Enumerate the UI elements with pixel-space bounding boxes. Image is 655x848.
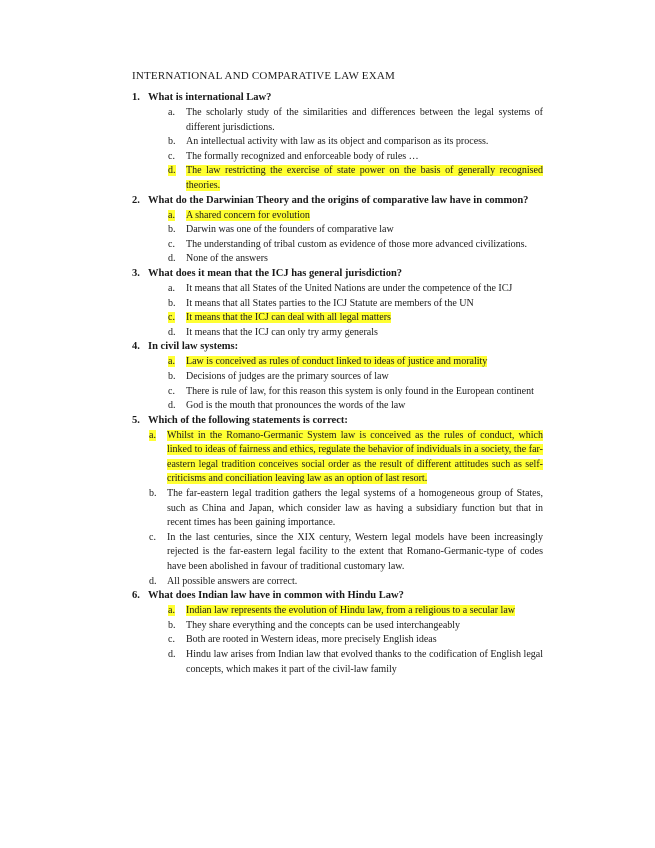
option-letter [132,399,186,414]
option-text-wrap [167,429,543,487]
option-text-wrap [186,326,543,341]
option-list [132,429,543,590]
question-number: 5. [132,414,140,426]
option-letter-text: d. [168,253,176,265]
option-letter-text: c. [168,385,175,397]
option-text-wrap [186,355,543,370]
answer-option [132,604,543,619]
question-number: 6. [132,590,140,602]
question-text: What do the Darwinian Theory and the origins of comparative law have in common? [148,194,529,206]
option-letter-text: c. [149,531,156,543]
option-letter [132,531,167,575]
option-letter-text: b. [168,370,176,382]
option-text-wrap [186,252,543,267]
option-text-wrap [167,575,543,590]
option-text-wrap [186,238,543,253]
question-heading [132,414,543,428]
option-text: None of the answers [186,253,268,265]
option-letter [132,429,167,487]
answer-option [132,487,543,531]
option-text: The understanding of tribal custom as evidence of those more advanced civilizations. [186,238,528,250]
option-text: God is the mouth that pronounces the words of the law [186,400,406,412]
option-letter [132,487,167,531]
answer-option [132,106,543,135]
question-text: What does it mean that the ICJ has general jurisdiction? [148,267,403,279]
option-letter-text: b. [168,136,176,148]
question-text: Which of the following statements is correct: [148,414,348,426]
option-text: All possible answers are correct. [167,575,298,587]
option-letter-text: a. [168,282,175,294]
question-number: 2. [132,194,140,206]
option-text-wrap [186,370,543,385]
option-text: The formally recognized and enforceable body of rules … [186,150,419,162]
option-letter [132,619,186,634]
option-text: It means that the ICJ can only try army generals [186,326,378,338]
option-letter [132,135,186,150]
question-number: 1. [132,92,140,103]
option-text: The far-eastern legal tradition gathers the legal systems of a homogeneous group of States, such as China and Japan, which consider law as having a subsidiary function but that in recent times has been gaining importance. [167,488,543,529]
option-text-wrap [186,648,543,677]
option-letter [132,223,186,238]
option-letter-text: c. [168,238,175,250]
answer-option [132,429,543,487]
answer-option [132,399,543,414]
answer-option [132,282,543,297]
highlighted-answer: It means that the ICJ can deal with all legal matters [186,312,391,324]
option-letter-text: a. [168,605,175,617]
question-list [132,91,543,677]
question-heading [132,340,543,354]
option-text-wrap [186,633,543,648]
option-letter-text: a. [168,356,175,368]
option-letter [132,604,186,619]
question-heading [132,267,543,281]
question-heading [132,194,543,208]
option-letter [132,633,186,648]
answer-option [132,252,543,267]
question-5 [132,414,543,590]
option-text: The scholarly study of the similarities and differences between the legal systems of different jurisdictions. [186,107,543,133]
option-letter [132,106,186,135]
option-letter-text: d. [168,326,176,338]
question-number: 4. [132,341,140,353]
question-4 [132,340,543,413]
option-letter-text: d. [149,575,157,587]
option-letter-text: a. [168,107,175,118]
option-letter [132,297,186,312]
option-letter-text: b. [168,297,176,309]
option-text: An intellectual activity with law as its object and comparison as its process. [186,136,489,148]
option-letter-text: a. [168,209,175,221]
highlighted-answer: Law is conceived as rules of conduct linked to ideas of justice and morality [186,356,488,368]
question-3 [132,267,543,340]
option-text-wrap [186,311,543,326]
highlighted-answer: Indian law represents the evolution of Hindu law, from a religious to a secular law [186,605,515,617]
highlighted-answer: Whilst in the Romano-Germanic System law is conceived as the rules of conduct, which linked to ideas of fairness and ethics, regulate the behavior of individuals in a society, the far-eastern legal tradition conceives social order as the result of different attitudes such as self-criticisms and conciliation leaving law as an option of last resort. [167,429,543,485]
option-text-wrap [186,399,543,414]
option-letter [132,575,167,590]
option-text-wrap [186,106,543,135]
option-letter [132,311,186,326]
option-letter-text: d. [168,165,176,177]
question-text: What does Indian law have in common with Hindu Law? [148,590,404,602]
answer-option [132,311,543,326]
answer-option [132,135,543,150]
question-heading [132,589,543,603]
answer-option [132,150,543,165]
option-letter [132,282,186,297]
answer-option [132,355,543,370]
option-text: Hindu law arises from Indian law that evolved thanks to the codification of English legal concepts, which makes it part of the civil-law family [186,649,543,675]
option-text: Darwin was one of the founders of comparative law [186,224,394,236]
answer-option [132,223,543,238]
option-letter-text: c. [168,634,175,646]
option-list [132,209,543,267]
highlighted-answer: The law restricting the exercise of state power on the basis of generally recognised theories. [186,165,543,191]
option-list [132,106,543,194]
question-number: 3. [132,267,140,279]
highlighted-answer: A shared concern for evolution [186,209,310,221]
option-list [132,355,543,413]
option-letter-text: d. [168,649,176,660]
answer-option [132,297,543,312]
question-heading [132,91,543,105]
option-text-wrap [186,385,543,400]
option-letter-text: b. [149,488,157,500]
option-text: They share everything and the concepts can be used interchangeably [186,619,461,631]
option-text: It means that all States parties to the ICJ Statute are members of the UN [186,297,474,309]
option-list [132,282,543,340]
option-text: In the last centuries, since the XIX century, Western legal models have been increasingly rejected is the far-eastern legal facility to the extent that Romano-Germanic-type of codes have been abolished in favour of traditional customary law. [167,531,543,573]
option-letter [132,385,186,400]
exam-page [132,70,543,677]
option-letter [132,355,186,370]
option-letter-text: b. [168,619,176,631]
option-text-wrap [167,531,543,575]
option-letter-text: b. [168,224,176,236]
option-text-wrap [186,135,543,150]
option-text: Decisions of judges are the primary sources of law [186,370,389,382]
option-text-wrap [186,164,543,193]
option-text-wrap [186,223,543,238]
option-letter-text: c. [168,312,175,324]
answer-option [132,619,543,634]
answer-option [132,575,543,590]
option-letter [132,648,186,677]
option-text-wrap [186,604,543,619]
answer-option [132,238,543,253]
option-list [132,604,543,677]
option-text-wrap [186,209,543,224]
option-letter-text: d. [168,400,176,412]
question-1 [132,91,543,194]
question-2 [132,194,543,267]
option-letter [132,370,186,385]
answer-option [132,370,543,385]
question-text: In civil law systems: [148,341,239,353]
option-letter [132,326,186,341]
option-letter-text: a. [149,429,156,441]
answer-option [132,648,543,677]
answer-option [132,326,543,341]
option-text-wrap [167,487,543,531]
question-6 [132,589,543,677]
option-text-wrap [186,282,543,297]
option-letter [132,209,186,224]
answer-option [132,531,543,575]
option-letter [132,252,186,267]
answer-option [132,633,543,648]
answer-option [132,164,543,193]
question-text: What is international Law? [148,92,272,103]
answer-option [132,209,543,224]
option-letter [132,164,186,193]
option-text: There is rule of law, for this reason this system is only found in the European continent [186,385,534,397]
option-text-wrap [186,619,543,634]
option-text-wrap [186,150,543,165]
option-letter [132,150,186,165]
option-text: Both are rooted in Western ideas, more precisely English ideas [186,634,437,646]
answer-option [132,385,543,400]
exam-title: INTERNATIONAL AND COMPARATIVE LAW EXAM [132,70,395,82]
option-text-wrap [186,297,543,312]
option-letter [132,238,186,253]
option-letter-text: c. [168,150,175,162]
option-text: It means that all States of the United Nations are under the competence of the ICJ [186,282,513,294]
